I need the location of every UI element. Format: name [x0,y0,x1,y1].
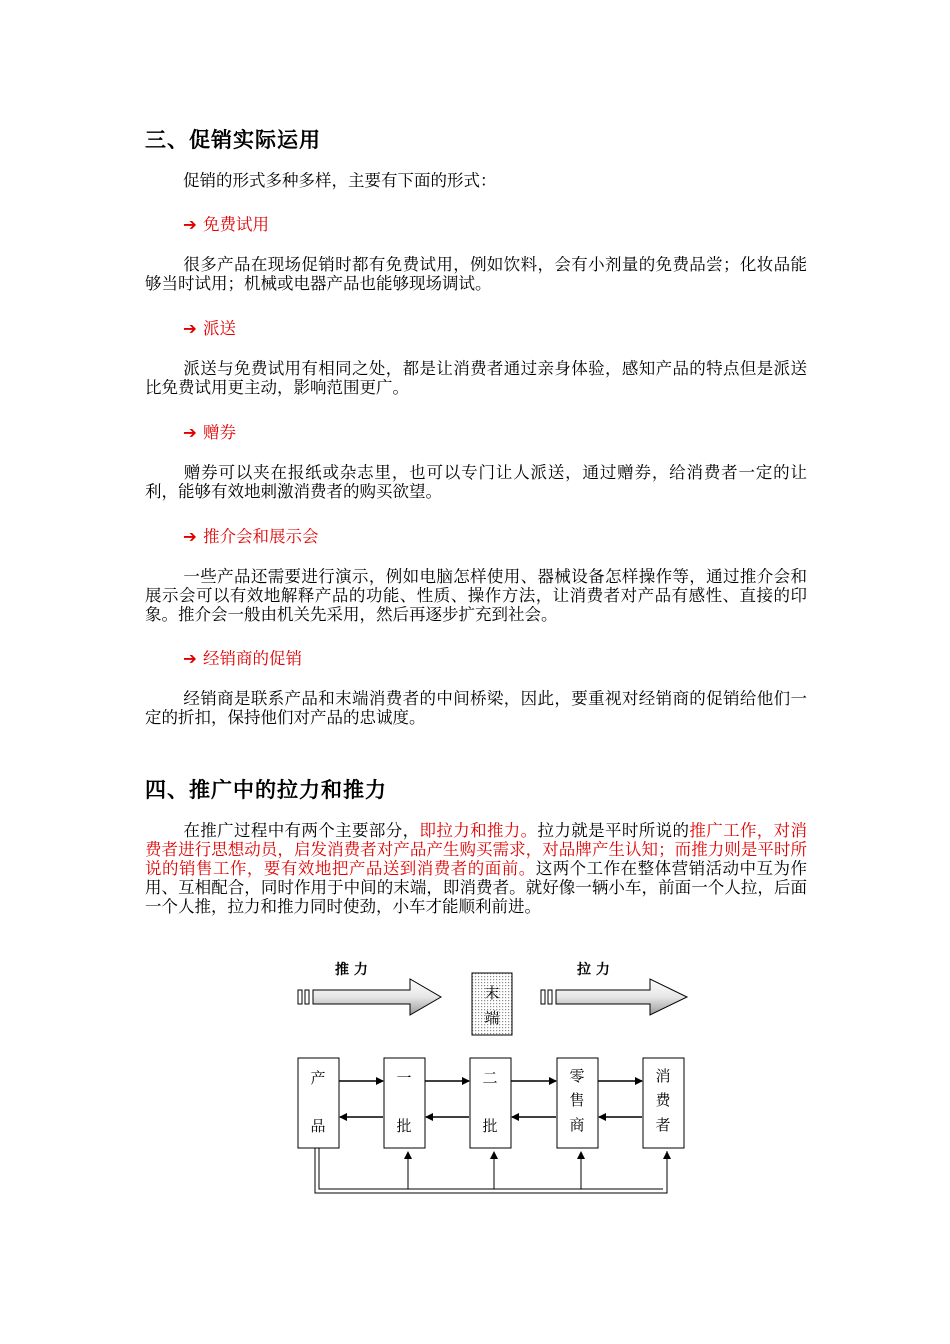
box-second-batch [470,1058,511,1148]
bullet-coupons: ➔ 赠券 [183,423,236,442]
push-arrow [298,979,441,1015]
para-free-trial: 很多产品在现场促销时都有免费试用，例如饮料，会有小剂量的免费品尝；化妆品能够当时试用；机械或电器产品也能够现场调试。 [145,255,807,293]
arrow-icon: ➔ [183,423,197,442]
svg-text:零: 零 [569,1067,585,1085]
promotion-intro: 促销的形式多种多样，主要有下面的形式： [183,171,497,190]
svg-text:批: 批 [396,1117,412,1135]
bullet-exhibitions: ➔ 推介会和展示会 [183,527,319,546]
bullet-dealer-promotion: ➔ 经销商的促销 [183,649,302,668]
terminal-box [472,973,512,1035]
bottom-loop [315,1148,667,1193]
section-heading-promotion: 三、促销实际运用 [145,128,321,152]
box-first-batch [384,1058,425,1148]
para-dealer-promotion: 经销商是联系产品和末端消费者的中间桥梁，因此，要重视对经销商的促销给他们一定的折扣，保持他们对产品的忠诚度。 [145,689,807,727]
svg-text:品: 品 [310,1117,326,1135]
box-retailer [557,1058,598,1148]
push-pull-diagram [295,955,695,1200]
pull-label: 拉 力 [577,962,610,978]
para-distribution: 派送与免费试用有相同之处，都是让消费者通过亲身体验，感知产品的特点但是派送比免费试用更主动，影响范围更广。 [145,359,807,397]
bullet-distribution: ➔ 派送 [183,319,236,338]
svg-text:消: 消 [655,1067,671,1085]
arrow-icon: ➔ [183,215,197,234]
svg-text:批: 批 [482,1117,498,1135]
svg-text:售: 售 [569,1091,585,1109]
svg-text:费: 费 [655,1091,671,1109]
terminal-char: 端 [484,1009,500,1027]
svg-text:一: 一 [396,1069,412,1087]
para-coupons: 赠券可以夹在报纸或杂志里，也可以专门让人派送，通过赠券，给消费者一定的让利，能够有效地刺激消费者的购买欲望。 [145,463,807,501]
svg-text:商: 商 [569,1116,585,1134]
svg-text:产: 产 [310,1069,326,1087]
terminal-char: 末 [484,984,500,1002]
arrow-icon: ➔ [183,649,197,668]
box-consumer [643,1058,684,1148]
arrow-icon: ➔ [183,527,197,546]
para-exhibitions: 一些产品还需要进行演示，例如电脑怎样使用、器械设备怎样操作等，通过推介会和展示会可以有效地解释产品的功能、性质、操作方法，让消费者对产品有感性、直接的印象。推介会一般由机关先采用，然后再逐步扩充到社会。 [145,567,807,624]
push-label: 推 力 [335,962,368,978]
arrow-icon: ➔ [183,319,197,338]
pull-arrow [541,979,687,1015]
para-push-pull: 在推广过程中有两个主要部分，即拉力和推力。拉力就是平时所说的推广工作，对消费者进行思想动员，启发消费者对产品产生购买需求，对品牌产生认知；而推力则是平时所说的销售工作，要有效地把产品送到消费者的面前。这两个工作在整体营销活动中互为作用、互相配合，同时作用于中间的末端，即消费者。就好像一辆小车，前面一个人拉，后面一个人推，拉力和推力同时使劲，小车才能顺利前进。 [145,821,808,916]
section-heading-push-pull: 四、推广中的拉力和推力 [145,778,387,802]
svg-text:者: 者 [655,1116,671,1134]
svg-text:二: 二 [482,1069,498,1087]
box-product [298,1058,339,1148]
bullet-free-trial: ➔ 免费试用 [183,215,269,234]
